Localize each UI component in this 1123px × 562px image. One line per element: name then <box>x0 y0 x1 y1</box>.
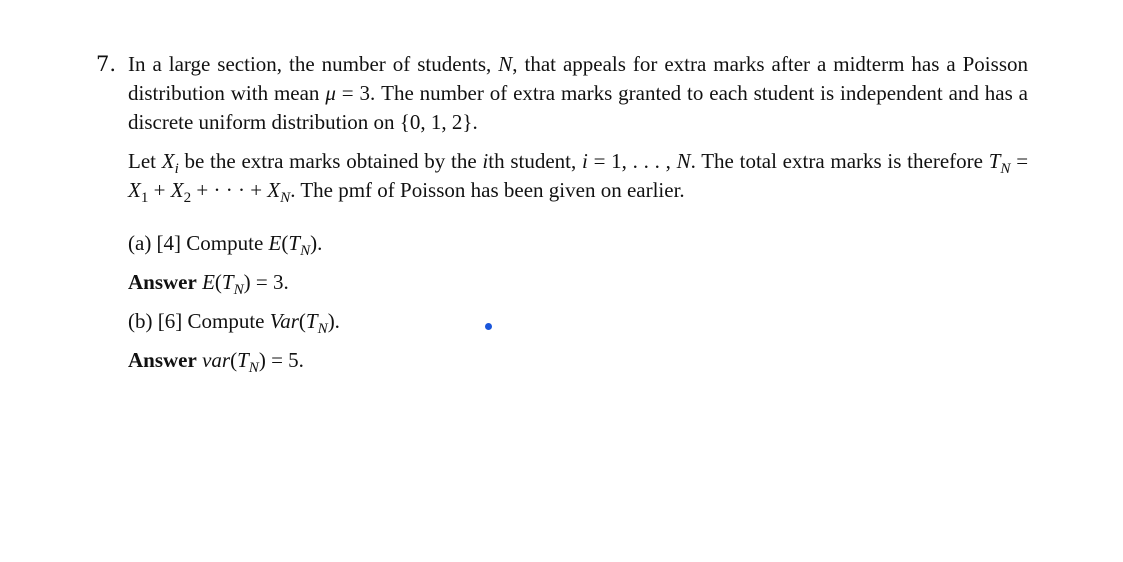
math-symbol: T <box>288 231 301 255</box>
text-run: ) = 5. <box>258 348 304 372</box>
math-symbol: N <box>498 52 513 76</box>
math-symbol: T <box>305 309 318 333</box>
text-run: . The total extra marks is therefore <box>690 149 989 173</box>
text-run: In a large section, the number of students, <box>128 52 499 76</box>
question-parts <box>128 229 1031 385</box>
text-run: th student, <box>488 149 582 173</box>
math-symbol: Var <box>269 309 299 333</box>
math-symbol: T <box>221 270 234 294</box>
math-subscript: N <box>280 190 291 207</box>
part-label: (a) [4] Compute <box>128 231 269 255</box>
math-subscript: N <box>317 321 328 338</box>
question-7 <box>96 50 1031 385</box>
part-b-prompt <box>128 307 1031 346</box>
math-symbol: X <box>161 149 175 173</box>
math-symbol: X <box>170 178 184 202</box>
text-run: ( <box>230 348 238 372</box>
question-number: 7. <box>96 52 117 76</box>
math-symbol: μ <box>325 81 336 105</box>
text-run: ) = 3. <box>243 270 289 294</box>
text-run: . The pmf of Poisson has been given on earlier. <box>290 178 685 202</box>
text-run: ( <box>281 231 289 255</box>
part-b-answer <box>128 346 1031 385</box>
text-run: ). <box>327 309 340 333</box>
math-symbol: X <box>128 178 141 202</box>
part-label: (b) [6] Compute <box>128 309 270 333</box>
text-run: + <box>148 178 171 202</box>
math-symbol: i <box>581 149 588 173</box>
math-symbol: T <box>988 149 1001 173</box>
text-run: = 3. The number of extra marks granted to each student is independent and has a discrete uniform distribution on {0, 1, 2}. <box>128 81 1028 134</box>
text-run: + · · · + <box>191 178 268 202</box>
text-run: = <box>1010 149 1029 173</box>
math-subscript: N <box>248 360 259 377</box>
answer-label: Answer <box>128 348 197 372</box>
text-run: Let <box>128 149 162 173</box>
answer-label: Answer <box>128 270 197 294</box>
text-run: ( <box>214 270 222 294</box>
text-run: ( <box>298 309 306 333</box>
question-paragraph-1 <box>128 50 1028 137</box>
text-run: ). <box>310 231 323 255</box>
text-run: = 1, . . . , <box>587 149 677 173</box>
math-symbol: N <box>676 149 691 173</box>
math-symbol: E <box>202 270 215 294</box>
cursor-dot-icon <box>485 323 492 330</box>
math-subscript: N <box>300 243 311 260</box>
math-symbol: i <box>482 149 489 173</box>
math-symbol: E <box>268 231 282 255</box>
text-run: be the extra marks obtained by the <box>178 149 483 173</box>
question-body <box>128 50 1028 205</box>
math-subscript: i <box>174 161 179 178</box>
math-subscript: 1 <box>140 190 149 207</box>
part-a-answer <box>128 268 1031 307</box>
part-a-prompt <box>128 229 1031 268</box>
math-subscript: N <box>233 282 244 299</box>
text-run: , that appeals for extra marks after a midterm has a Poisson distribution with mean <box>128 52 1028 105</box>
math-symbol: T <box>237 348 249 372</box>
math-subscript: 2 <box>183 190 192 207</box>
math-symbol: X <box>267 178 281 202</box>
math-subscript: N <box>1000 161 1011 178</box>
math-symbol: var <box>202 348 231 372</box>
question-paragraph-2 <box>128 147 1028 205</box>
